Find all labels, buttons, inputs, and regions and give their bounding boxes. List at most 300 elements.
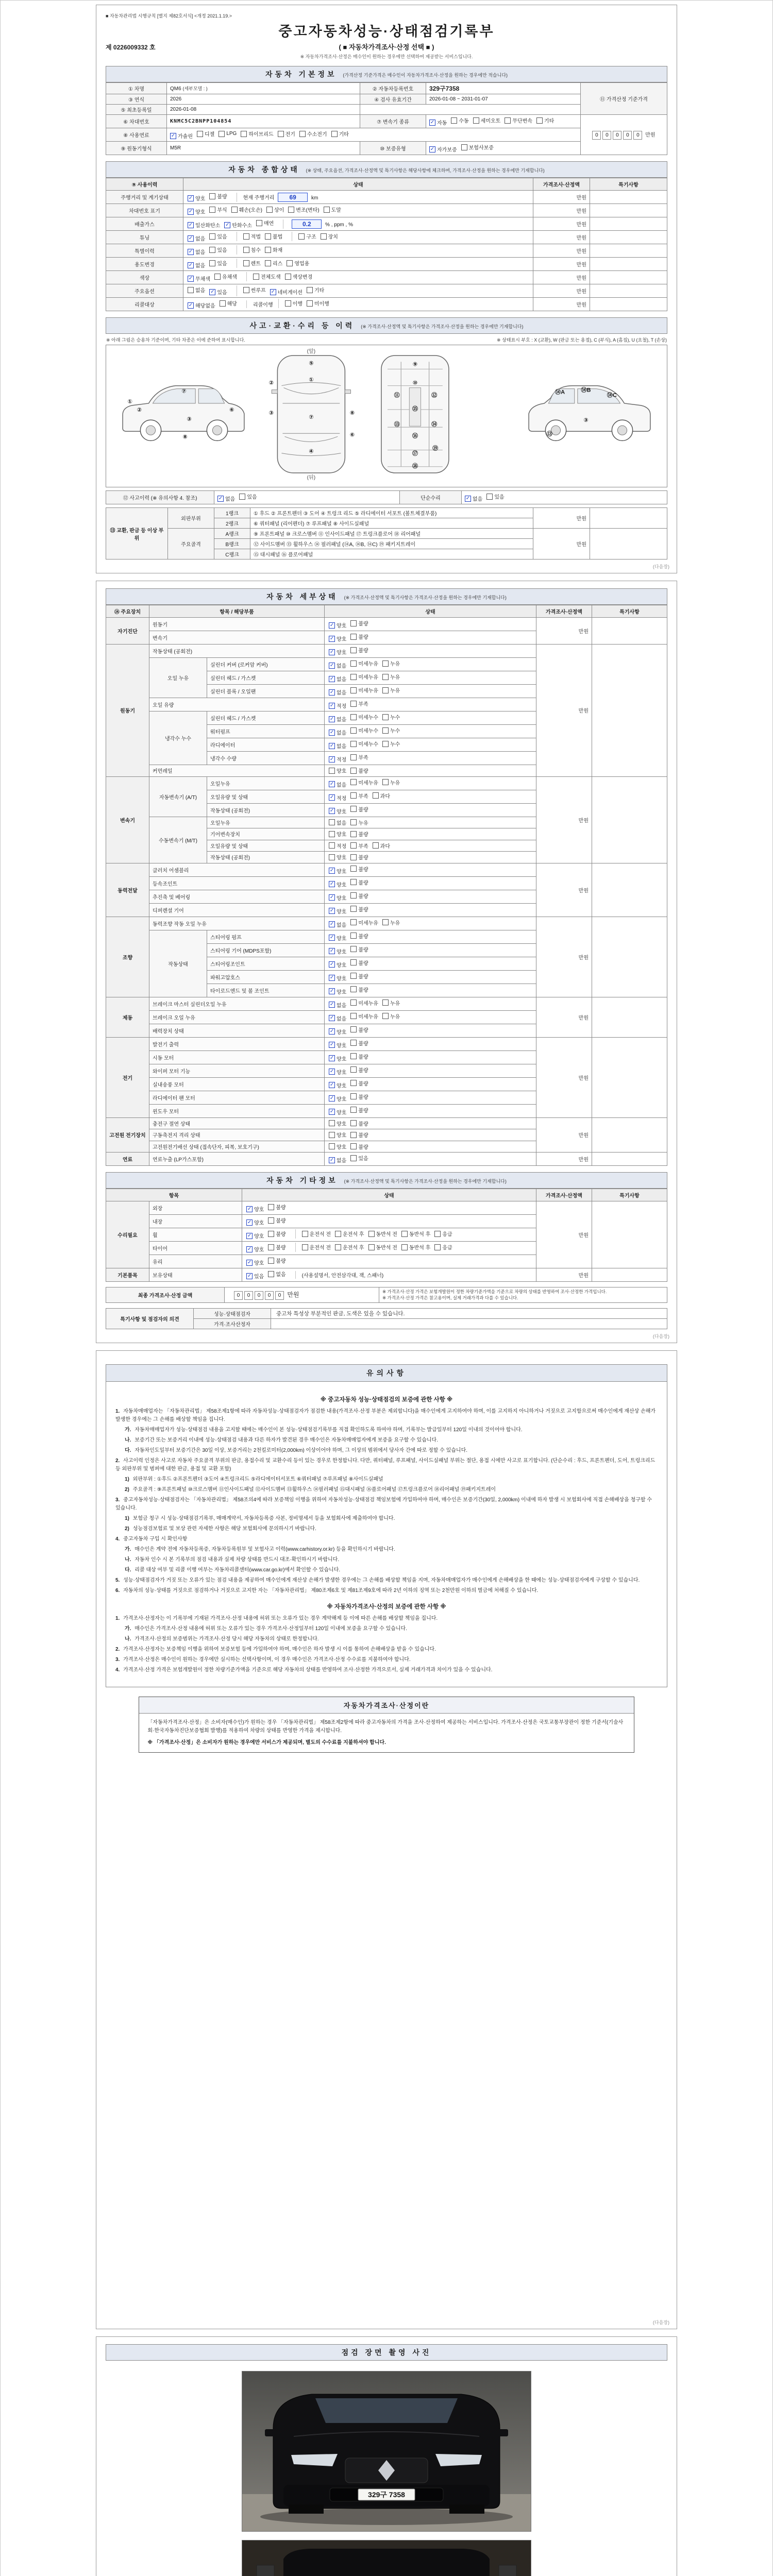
state-segment [237, 285, 330, 296]
checkbox-checked[interactable]: ✓ [210, 289, 215, 295]
item-name: 실린더 헤드 / 가스켓 [207, 671, 325, 685]
checkbox-option [434, 1230, 452, 1238]
section-title: 점검 장면 촬영 사진 [341, 2348, 432, 2357]
checkbox-unchecked[interactable] [350, 906, 357, 912]
section-photos [106, 2344, 667, 2361]
checkbox-unchecked[interactable] [350, 620, 357, 626]
checkbox-unchecked[interactable] [382, 919, 389, 925]
checkbox-unchecked[interactable] [268, 1244, 274, 1250]
note-cell [590, 298, 667, 311]
checkbox-unchecked[interactable] [324, 207, 330, 213]
checkbox-unchecked[interactable] [350, 687, 357, 693]
checkbox-unchecked[interactable] [350, 754, 357, 760]
checkbox-option [266, 206, 284, 213]
checkbox-unchecked[interactable] [243, 247, 249, 253]
checkbox-unchecked[interactable] [350, 714, 357, 720]
item-name: 윈도우 모터 [149, 1104, 325, 1117]
checkbox-checked[interactable]: ✓ [329, 988, 334, 994]
checkbox-checked[interactable]: ✓ [465, 495, 470, 501]
checkbox-unchecked[interactable] [298, 233, 305, 240]
checkbox-unchecked[interactable] [382, 674, 389, 680]
checkbox-unchecked[interactable] [268, 1258, 274, 1264]
checkbox-unchecked[interactable] [243, 260, 249, 266]
checkbox-unchecked[interactable] [350, 1107, 357, 1113]
checkbox-checked[interactable]: ✓ [247, 1206, 252, 1212]
diagram-part-number: ⑯ [412, 433, 418, 439]
checkbox-checked[interactable]: ✓ [430, 119, 435, 125]
table-row [106, 491, 667, 504]
device-subgroup: 작동상태 [149, 930, 207, 997]
checkbox-unchecked[interactable] [505, 117, 511, 124]
checkbox-checked[interactable]: ✓ [188, 262, 193, 268]
checkbox-unchecked[interactable] [350, 854, 357, 860]
checkbox-checked[interactable]: ✓ [329, 948, 334, 954]
note-cell [590, 258, 667, 271]
checkbox-option [329, 702, 346, 709]
checkbox-unchecked[interactable] [329, 768, 335, 774]
state-segment [245, 1243, 291, 1253]
checkbox-unchecked[interactable] [350, 674, 357, 680]
checkbox-unchecked[interactable] [350, 779, 357, 785]
checkbox-group [329, 856, 373, 862]
checkbox-checked[interactable]: ✓ [329, 908, 334, 913]
checkbox-unchecked[interactable] [461, 144, 467, 150]
first-registration-value: 2026-01-08 [167, 105, 360, 115]
checkbox-group [285, 302, 333, 308]
state-segment [328, 619, 374, 630]
checkbox-unchecked[interactable] [382, 1013, 389, 1019]
checkbox-unchecked[interactable] [268, 1217, 274, 1224]
checkbox-checked[interactable]: ✓ [271, 289, 275, 295]
checkbox-checked[interactable]: ✓ [329, 1042, 334, 1047]
car-diagram [109, 347, 664, 482]
checkbox-unchecked[interactable] [473, 117, 479, 124]
diagram-note: ※ 아래 그림은 승용차 기준이며, 기타 차종은 이에 준하여 표시합니다. [106, 337, 245, 343]
note-cell [590, 231, 667, 244]
checkbox-unchecked[interactable] [382, 741, 389, 747]
state-segment [328, 878, 374, 889]
checkbox-checked[interactable]: ✓ [329, 794, 334, 800]
checkbox-label: 불량 [358, 974, 368, 980]
checkbox-unchecked[interactable] [253, 274, 259, 280]
checkbox-unchecked[interactable] [231, 207, 238, 213]
item-state [325, 1077, 536, 1091]
checkbox-unchecked[interactable] [382, 779, 389, 785]
checkbox-checked[interactable]: ✓ [329, 1109, 334, 1114]
note-cell [592, 1153, 667, 1166]
checkbox-checked[interactable]: ✓ [247, 1273, 252, 1279]
checkbox-unchecked[interactable] [329, 1120, 335, 1126]
checkbox-unchecked[interactable] [350, 946, 357, 952]
state-segment [328, 918, 405, 929]
checkbox-label: 리스 [272, 261, 283, 267]
checkbox-checked[interactable]: ✓ [329, 1015, 334, 1021]
checkbox-unchecked[interactable] [382, 660, 389, 667]
checkbox-unchecked[interactable] [350, 1120, 357, 1126]
checkbox-label: 미세누유 [358, 920, 378, 926]
checkbox-unchecked[interactable] [243, 233, 249, 240]
checkbox-unchecked[interactable] [350, 1093, 357, 1099]
checkbox-unchecked[interactable] [288, 207, 294, 213]
checkbox-checked[interactable]: ✓ [329, 975, 334, 980]
device-row [106, 1201, 667, 1215]
checkbox-unchecked[interactable] [214, 274, 221, 280]
checkbox-unchecked[interactable] [350, 806, 357, 812]
checkbox-unchecked[interactable] [265, 247, 271, 253]
checkbox-unchecked[interactable] [197, 131, 203, 137]
checkbox-unchecked[interactable] [350, 768, 357, 774]
checkbox-checked[interactable]: ✓ [329, 921, 334, 927]
page-footer: (다음장) [652, 1333, 669, 1339]
checkbox-checked[interactable]: ✓ [329, 961, 334, 967]
checkbox-checked[interactable]: ✓ [188, 222, 193, 228]
checkbox-unchecked[interactable] [350, 647, 357, 653]
checkbox-option [350, 905, 368, 913]
item-name: 스티어링 기어 (MDPS포함) [207, 943, 325, 957]
item-name: 기어변속장치 [207, 828, 325, 840]
checkbox-option [246, 1218, 264, 1226]
checkbox-unchecked[interactable] [350, 959, 357, 965]
state-segment [295, 1271, 385, 1279]
checkbox-unchecked[interactable] [350, 1132, 357, 1138]
checkbox-unchecked[interactable] [285, 274, 291, 280]
checkbox-unchecked[interactable] [350, 892, 357, 899]
checkbox-unchecked[interactable] [350, 660, 357, 667]
checkbox-option [329, 947, 346, 955]
checkbox-unchecked[interactable] [350, 986, 357, 992]
checkbox-label: 도말 [331, 208, 341, 213]
checkbox-unchecked[interactable] [188, 287, 194, 293]
checkbox-unchecked[interactable] [368, 1231, 375, 1237]
checkbox-unchecked[interactable] [335, 1244, 341, 1250]
checkbox-checked[interactable]: ✓ [188, 208, 193, 214]
checkbox-label: 누유 [358, 820, 368, 826]
checkbox-checked[interactable]: ✓ [329, 702, 334, 708]
checkbox-option [268, 1216, 285, 1224]
checkbox-checked[interactable]: ✓ [329, 689, 334, 695]
checkbox-label: 없음 [337, 782, 347, 788]
checkbox-checked[interactable]: ✓ [329, 1002, 334, 1007]
checkbox-checked[interactable]: ✓ [329, 756, 334, 762]
checkbox-unchecked[interactable] [350, 819, 357, 825]
item-state [325, 698, 536, 711]
checkbox-unchecked[interactable] [373, 792, 379, 799]
item-name: 추진축 및 베어링 [149, 890, 325, 903]
checkbox-label: 렌트 [250, 261, 261, 267]
checkbox-option [329, 988, 346, 995]
checkbox-checked[interactable]: ✓ [247, 1219, 252, 1225]
state-segment [187, 299, 242, 310]
notes-paragraph [115, 1587, 658, 1595]
checkbox-checked[interactable]: ✓ [430, 146, 435, 152]
checkbox-unchecked[interactable] [350, 634, 357, 640]
checkbox-unchecked[interactable] [329, 842, 335, 849]
checkbox-option [350, 830, 368, 838]
checkbox-option [350, 1154, 368, 1162]
checkbox-unchecked[interactable] [329, 1143, 335, 1149]
checkbox-checked[interactable]: ✓ [329, 1095, 334, 1101]
checkbox-label: 장치 [328, 234, 338, 240]
usage-item-state [183, 191, 533, 204]
checkbox-checked[interactable]: ✓ [329, 1028, 334, 1034]
checkbox-label: 없음 [276, 1272, 286, 1278]
checkbox-unchecked[interactable] [350, 1155, 357, 1161]
checkbox-label: 불량 [358, 832, 368, 838]
checkbox-unchecked[interactable] [239, 494, 245, 500]
notes-text: 중고자동차성능·상태점검자는 「자동차관리법」 제58조의4에 따라 보증책임 이행을 위하여 자동차성능·상태점검 책임보험에 가입하여야 하며, 매수인은 보증기간(30일, 2,000km) 이내에 하자 발생 시 보험회사에 직접 손해배상을 청구할 수 있습니다. [115, 1497, 652, 1511]
checkbox-checked[interactable]: ✓ [329, 868, 334, 873]
checkbox-unchecked[interactable] [434, 1244, 441, 1250]
checkbox-unchecked[interactable] [209, 260, 215, 266]
checkbox-unchecked[interactable] [350, 879, 357, 885]
state-segment [237, 193, 320, 202]
checkbox-unchecked[interactable] [265, 260, 271, 266]
checkbox-unchecked[interactable] [350, 1013, 357, 1019]
checkbox-label: 양호 [254, 1247, 264, 1253]
checkbox-unchecked[interactable] [350, 973, 357, 979]
note-cell [592, 618, 667, 645]
checkbox-unchecked[interactable] [329, 831, 335, 837]
checkbox-checked[interactable]: ✓ [329, 881, 334, 887]
checkbox-checked[interactable]: ✓ [188, 275, 193, 281]
checkbox-checked[interactable]: ✓ [188, 195, 193, 201]
field-value: 0.2 [292, 219, 322, 229]
checkbox-unchecked[interactable] [265, 233, 271, 240]
notes-paragraph [125, 1426, 658, 1434]
notes-text: 가격조사·산정은 매수인이 원하는 경우에만 실시하는 선택사항이며, 이 경우 매수인은 가격조사·산정 수수료를 지불하여야 합니다. [122, 1656, 411, 1663]
checkbox-unchecked[interactable] [302, 1244, 308, 1250]
usage-item-state [183, 244, 533, 258]
checkbox-group [329, 756, 373, 762]
photo-underbody-view [242, 2540, 531, 2576]
checkbox-unchecked[interactable] [382, 999, 389, 1006]
checkbox-unchecked[interactable] [321, 233, 327, 240]
checkbox-unchecked[interactable] [382, 727, 389, 734]
checkbox-unchecked[interactable] [382, 714, 389, 720]
col-price: 가격조사·산정액 [533, 178, 590, 191]
checkbox-unchecked[interactable] [302, 1231, 308, 1237]
checkbox-checked[interactable]: ✓ [329, 742, 334, 749]
checkbox-label: 동반석 후 [409, 1245, 431, 1251]
notes-text: 보증기간 또는 보증거리 이내에 성능·상태점검 내용과 다른 하자가 발견된 경우 매수인은 자동차매매업자에게 보증을 요구할 수 있습니다. [133, 1437, 438, 1443]
checkbox-unchecked[interactable] [350, 1026, 357, 1032]
device-name: 연료 [106, 1153, 149, 1166]
checkbox-checked[interactable]: ✓ [329, 1055, 334, 1061]
state-segment [328, 1012, 405, 1023]
item-state [325, 1064, 536, 1077]
item-name: 등속조인트 [149, 876, 325, 890]
checkbox-unchecked[interactable] [256, 220, 262, 226]
checkbox-label: 불량 [358, 1108, 368, 1114]
checkbox-checked[interactable]: ✓ [218, 495, 223, 501]
checkbox-checked[interactable]: ✓ [329, 781, 334, 787]
checkbox-option [382, 659, 400, 667]
checkbox-checked[interactable]: ✓ [247, 1246, 252, 1252]
checkbox-checked[interactable]: ✓ [225, 222, 230, 228]
checkbox-checked[interactable]: ✓ [329, 635, 334, 641]
checkbox-checked[interactable]: ✓ [247, 1232, 252, 1239]
checkbox-unchecked[interactable] [287, 260, 293, 266]
summary-row [106, 258, 667, 271]
vin-label: ⑥ 차대번호 [106, 115, 167, 128]
price-cell: 만원 [536, 997, 592, 1037]
checkbox-unchecked[interactable] [451, 117, 457, 124]
checkbox-unchecked[interactable] [307, 300, 313, 307]
checkbox-checked[interactable]: ✓ [329, 662, 334, 668]
checkbox-unchecked[interactable] [350, 999, 357, 1006]
checkbox-group [188, 235, 231, 241]
checkbox-label: 미세누수 [358, 742, 378, 748]
checkbox-label: 기타 [339, 132, 349, 138]
checkbox-unchecked[interactable] [368, 1244, 375, 1250]
checkbox-unchecked[interactable] [243, 287, 249, 293]
repair-category: 외판부위 [168, 508, 214, 529]
checkbox-group [329, 821, 373, 827]
checkbox-checked[interactable]: ✓ [329, 675, 334, 682]
checkbox-unchecked[interactable] [373, 842, 379, 849]
checkbox-unchecked[interactable] [209, 207, 215, 213]
state-segment [278, 299, 334, 308]
checkbox-unchecked[interactable] [350, 1143, 357, 1149]
state-segment [246, 272, 317, 281]
checkbox-unchecked[interactable] [335, 1231, 341, 1237]
checkbox-checked[interactable]: ✓ [247, 1259, 252, 1265]
checkbox-checked[interactable]: ✓ [188, 235, 193, 241]
checkbox-checked[interactable]: ✓ [188, 248, 193, 255]
checkbox-unchecked[interactable] [209, 233, 215, 240]
checkbox-checked[interactable]: ✓ [329, 1157, 334, 1163]
checkbox-unchecked[interactable] [241, 131, 247, 137]
checkbox-unchecked[interactable] [285, 300, 291, 307]
checkbox-checked[interactable]: ✓ [171, 132, 176, 139]
checkbox-unchecked[interactable] [268, 1204, 274, 1210]
checkbox-unchecked[interactable] [486, 494, 493, 500]
section-etc [106, 1172, 667, 1189]
checkbox-unchecked[interactable] [219, 131, 225, 137]
checkbox-unchecked[interactable] [329, 854, 335, 860]
checkbox-unchecked[interactable] [382, 687, 389, 693]
checkbox-checked[interactable]: ✓ [329, 729, 334, 735]
checkbox-unchecked[interactable] [350, 842, 357, 849]
checkbox-option [268, 1270, 285, 1278]
checkbox-unchecked[interactable] [278, 131, 284, 137]
col-state: 상태 [325, 605, 536, 618]
item-name: 실린더 커버 (로커암 커버) [207, 658, 325, 671]
checkbox-unchecked[interactable] [268, 1231, 274, 1237]
checkbox-unchecked[interactable] [350, 919, 357, 925]
checkbox-option [434, 1243, 452, 1251]
checkbox-option [350, 700, 368, 707]
checkbox-checked[interactable]: ✓ [329, 649, 334, 655]
fuel-label: ⑧ 사용연료 [106, 128, 167, 142]
checkbox-checked[interactable]: ✓ [329, 622, 334, 628]
diagram-part-number: ⑭C [607, 392, 617, 399]
notes-paragraph [125, 1525, 658, 1533]
checkbox-unchecked[interactable] [299, 131, 306, 137]
diagram-part-number: ⑦ [309, 414, 314, 421]
checkbox-option [350, 1093, 368, 1100]
checkbox-option [382, 726, 400, 734]
final-note-line: ※ 가격조사·산정 가격은 참고용이며, 실제 거래가격과 다를 수 있습니다. [382, 1295, 518, 1301]
accident-history-options [214, 491, 400, 504]
checkbox-unchecked[interactable] [329, 1132, 335, 1138]
checkbox-unchecked[interactable] [401, 1231, 408, 1237]
checkbox-unchecked[interactable] [434, 1231, 441, 1237]
checkbox-unchecked[interactable] [350, 831, 357, 837]
checkbox-label: 미세누수 [358, 728, 378, 734]
checkbox-unchecked[interactable] [350, 1080, 357, 1086]
checkbox-unchecked[interactable] [350, 741, 357, 747]
state-segment [245, 1229, 291, 1240]
checkbox-label: 이행 [292, 301, 303, 307]
checkbox-label: 있음 [247, 495, 257, 500]
checkbox-option [197, 130, 214, 138]
checkbox-label: 누유 [390, 662, 400, 667]
state-segment [187, 232, 232, 243]
checkbox-unchecked[interactable] [536, 117, 543, 124]
checkbox-unchecked[interactable] [329, 819, 335, 825]
checkbox-label: 불량 [358, 1054, 368, 1060]
notes-number: 3. [115, 1656, 120, 1663]
diagram-part-number: ⑱ [412, 463, 418, 469]
checkbox-unchecked[interactable] [266, 207, 273, 213]
checkbox-unchecked[interactable] [350, 727, 357, 734]
checkbox-checked[interactable]: ✓ [329, 808, 334, 814]
state-segment [328, 985, 374, 996]
checkbox-unchecked[interactable] [220, 300, 226, 307]
checkbox-unchecked[interactable] [331, 131, 338, 137]
usage-item-label: 차대번호 표기 [106, 204, 183, 217]
notes-text: 보험금 청구 시 성능·상태점검기록부, 매매계약서, 자동차등록증 사본, 정비명세서 등을 보험회사에 제출하여야 합니다. [131, 1515, 395, 1521]
summary-row [106, 204, 667, 217]
checkbox-unchecked[interactable] [350, 866, 357, 872]
checkbox-unchecked[interactable] [401, 1244, 408, 1250]
checkbox-checked[interactable]: ✓ [329, 716, 334, 722]
checkbox-checked[interactable]: ✓ [329, 894, 334, 900]
item-state [325, 984, 536, 997]
item-state [242, 1215, 536, 1228]
checkbox-option [329, 662, 346, 669]
checkbox-unchecked[interactable] [350, 1053, 357, 1059]
checkbox-checked[interactable]: ✓ [329, 1069, 334, 1074]
checkbox-unchecked[interactable] [307, 287, 313, 293]
diagram-part-number: ⑬ [394, 421, 400, 428]
checkbox-unchecked[interactable] [209, 247, 215, 253]
col-price: 가격조사·산정액 [536, 1189, 592, 1201]
checkbox-checked[interactable]: ✓ [188, 302, 193, 308]
checkbox-unchecked[interactable] [350, 792, 357, 799]
checkbox-option [350, 842, 368, 850]
state-segment [328, 972, 374, 982]
checkbox-checked[interactable]: ✓ [329, 935, 334, 940]
checkbox-unchecked[interactable] [350, 1066, 357, 1073]
state-segment [328, 818, 374, 827]
info-box-paragraph: 「자동차가격조사·산정」은 소비자(매수인)가 원하는 경우 「자동차관리법」 제58조제2항에 따라 중고자동차의 가격을 조사·산정하여 제공하는 서비스입니다. 가격조사·산정은 국토교통부장관이 정한 기준서(기술사회·한국자동차진단보증협회 발행)를 적용하여 차량의 상태를 반영한 가격을 제시합니다. [147, 1719, 624, 1734]
checkbox-unchecked[interactable] [350, 1040, 357, 1046]
checkbox-label: 없음 [337, 744, 347, 750]
repair-items: ⑨ 프론트패널 ⑩ 크로스멤버 ⑪ 인사이드패널 ⑰ 트렁크플로어 ⑱ 리어패널 [250, 529, 533, 539]
checkbox-unchecked[interactable] [350, 701, 357, 707]
notes-number: 1) [125, 1476, 129, 1482]
checkbox-group [329, 975, 373, 980]
checkbox-unchecked[interactable] [350, 933, 357, 939]
item-name: 파워고압호스 [207, 970, 325, 984]
checkbox-checked[interactable]: ✓ [329, 1082, 334, 1088]
checkbox-option [350, 1012, 378, 1020]
checkbox-group [188, 222, 278, 228]
checkbox-unchecked[interactable] [268, 1271, 274, 1277]
checkbox-unchecked[interactable] [209, 193, 215, 199]
